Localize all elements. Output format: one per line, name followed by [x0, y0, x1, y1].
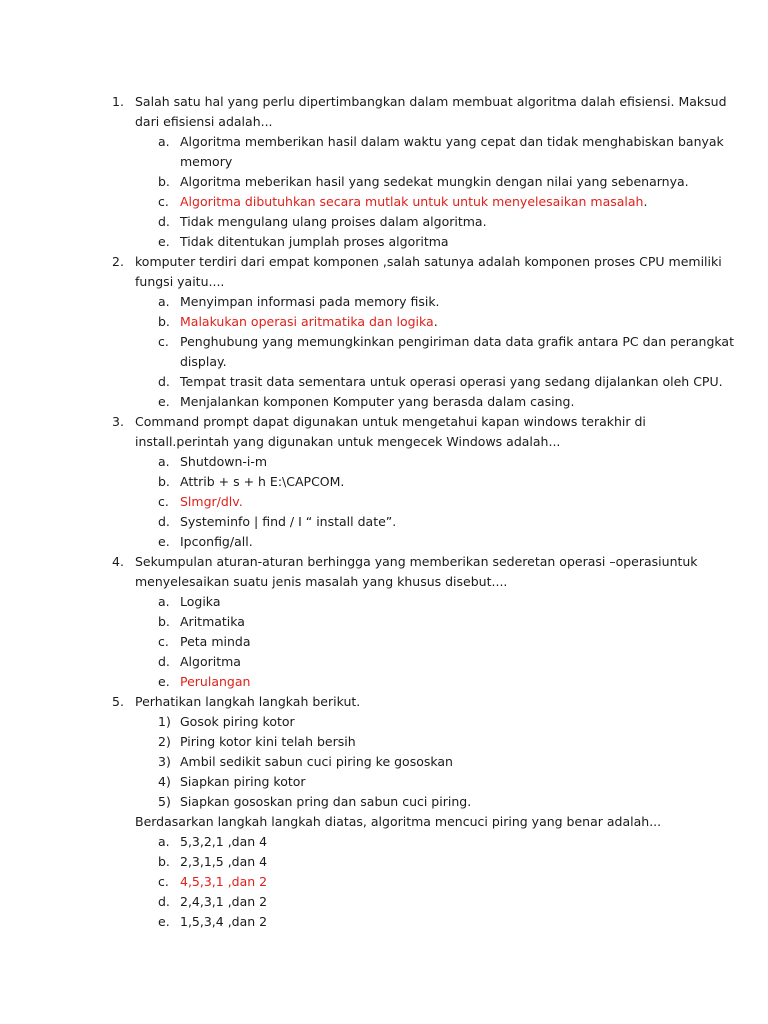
- option-label: a.: [158, 834, 170, 849]
- step-label: 2): [158, 734, 171, 749]
- option-label: a.: [158, 134, 170, 149]
- option-text: Aritmatika: [180, 614, 245, 629]
- option-text: memory: [180, 154, 233, 169]
- question-text: menyelesaikan suatu jenis masalah yang khusus disebut....: [135, 574, 508, 589]
- step-label: 5): [158, 794, 171, 809]
- option-label: a.: [158, 294, 170, 309]
- option-text: 2,3,1,5 ,dan 4: [180, 854, 268, 869]
- option-label: b.: [158, 854, 170, 869]
- option-text: Systeminfo | find / I “ install date”.: [180, 514, 397, 529]
- option-text: display.: [180, 354, 227, 369]
- option-label: e.: [158, 394, 170, 409]
- option-text: Algoritma memberikan hasil dalam waktu yang cepat dan tidak menghabiskan banyak: [180, 134, 724, 149]
- question-number: 4.: [112, 554, 124, 569]
- option-label: b.: [158, 474, 170, 489]
- option-label: e.: [158, 534, 170, 549]
- option-label: a.: [158, 454, 170, 469]
- option-text-correct: [180, 312, 438, 332]
- question-text: komputer terdiri dari empat komponen ,salah satunya adalah komponen proses CPU memiliki: [135, 254, 722, 269]
- option-label: c.: [158, 634, 169, 649]
- option-text: Logika: [180, 594, 221, 609]
- option-label: d.: [158, 654, 170, 669]
- question-number: 3.: [112, 414, 124, 429]
- question-text: install.perintah yang digunakan untuk mengecek Windows adalah...: [135, 434, 561, 449]
- correct-answer-highlight: Algoritma dibutuhkan secara mutlak untuk untuk menyelesaikan masalah: [180, 194, 644, 209]
- option-label: e.: [158, 914, 170, 929]
- option-label: e.: [158, 674, 170, 689]
- option-text: Algoritma meberikan hasil yang sedekat mungkin dengan nilai yang sebenarnya.: [180, 174, 689, 189]
- correct-answer-highlight: Malakukan operasi aritmatika dan logika: [180, 314, 434, 329]
- option-text: Menjalankan komponen Komputer yang berasda dalam casing.: [180, 394, 575, 409]
- option-text: Menyimpan informasi pada memory fisik.: [180, 294, 440, 309]
- step-text: Gosok piring kotor: [180, 714, 295, 729]
- question-followup: Berdasarkan langkah langkah diatas, algoritma mencuci piring yang benar adalah...: [135, 814, 662, 829]
- option-text: Attrib + s + h E:\CAPCOM.: [180, 474, 345, 489]
- step-text: Siapkan gososkan pring dan sabun cuci piring.: [180, 794, 472, 809]
- option-label: d.: [158, 514, 170, 529]
- option-text: Ipconfig/all.: [180, 534, 253, 549]
- option-text: Shutdown-i-m: [180, 454, 268, 469]
- option-text: Tempat trasit data sementara untuk operasi operasi yang sedang dijalankan oleh CPU.: [180, 374, 723, 389]
- option-text: Tidak ditentukan jumplah proses algoritma: [180, 234, 449, 249]
- step-text: Ambil sedikit sabun cuci piring ke gososkan: [180, 754, 453, 769]
- option-label: d.: [158, 894, 170, 909]
- option-label: c.: [158, 194, 169, 209]
- option-text: Tidak mengulang ulang proises dalam algoritma.: [180, 214, 487, 229]
- option-text-correct: [180, 192, 647, 212]
- option-label: b.: [158, 314, 170, 329]
- step-label: 1): [158, 714, 171, 729]
- question-text: Command prompt dapat digunakan untuk mengetahui kapan windows terakhir di: [135, 414, 646, 429]
- question-number: 2.: [112, 254, 124, 269]
- question-text: Sekumpulan aturan-aturan berhingga yang memberikan sederetan operasi –operasiuntuk: [135, 554, 698, 569]
- option-text-correct: 4,5,3,1 ,dan 2: [180, 874, 268, 889]
- option-label: b.: [158, 174, 170, 189]
- question-text: fungsi yaitu....: [135, 274, 225, 289]
- option-label: d.: [158, 374, 170, 389]
- option-label: a.: [158, 594, 170, 609]
- option-label: c.: [158, 334, 169, 349]
- option-text: Penghubung yang memungkinkan pengiriman data data grafik antara PC dan perangkat: [180, 334, 734, 349]
- option-suffix: .: [433, 314, 438, 329]
- step-text: Siapkan piring kotor: [180, 774, 306, 789]
- option-suffix: .: [643, 194, 648, 209]
- option-label: c.: [158, 874, 169, 889]
- option-text: Algoritma: [180, 654, 241, 669]
- question-text: Perhatikan langkah langkah berikut.: [135, 694, 361, 709]
- option-text-correct: Slmgr/dlv.: [180, 494, 243, 509]
- option-label: b.: [158, 614, 170, 629]
- option-text: 2,4,3,1 ,dan 2: [180, 894, 268, 909]
- question-text: Salah satu hal yang perlu dipertimbangkan dalam membuat algoritma dalah efisiensi. Maksud: [135, 94, 727, 109]
- option-label: e.: [158, 234, 170, 249]
- option-label: c.: [158, 494, 169, 509]
- step-text: Piring kotor kini telah bersih: [180, 734, 356, 749]
- option-text-correct: Perulangan: [180, 674, 251, 689]
- step-label: 3): [158, 754, 171, 769]
- question-number: 5.: [112, 694, 124, 709]
- option-text: Peta minda: [180, 634, 251, 649]
- option-text: 5,3,2,1 ,dan 4: [180, 834, 268, 849]
- question-number: 1.: [112, 94, 124, 109]
- option-text: 1,5,3,4 ,dan 2: [180, 914, 268, 929]
- step-label: 4): [158, 774, 171, 789]
- option-label: d.: [158, 214, 170, 229]
- question-text: dari efisiensi adalah...: [135, 114, 273, 129]
